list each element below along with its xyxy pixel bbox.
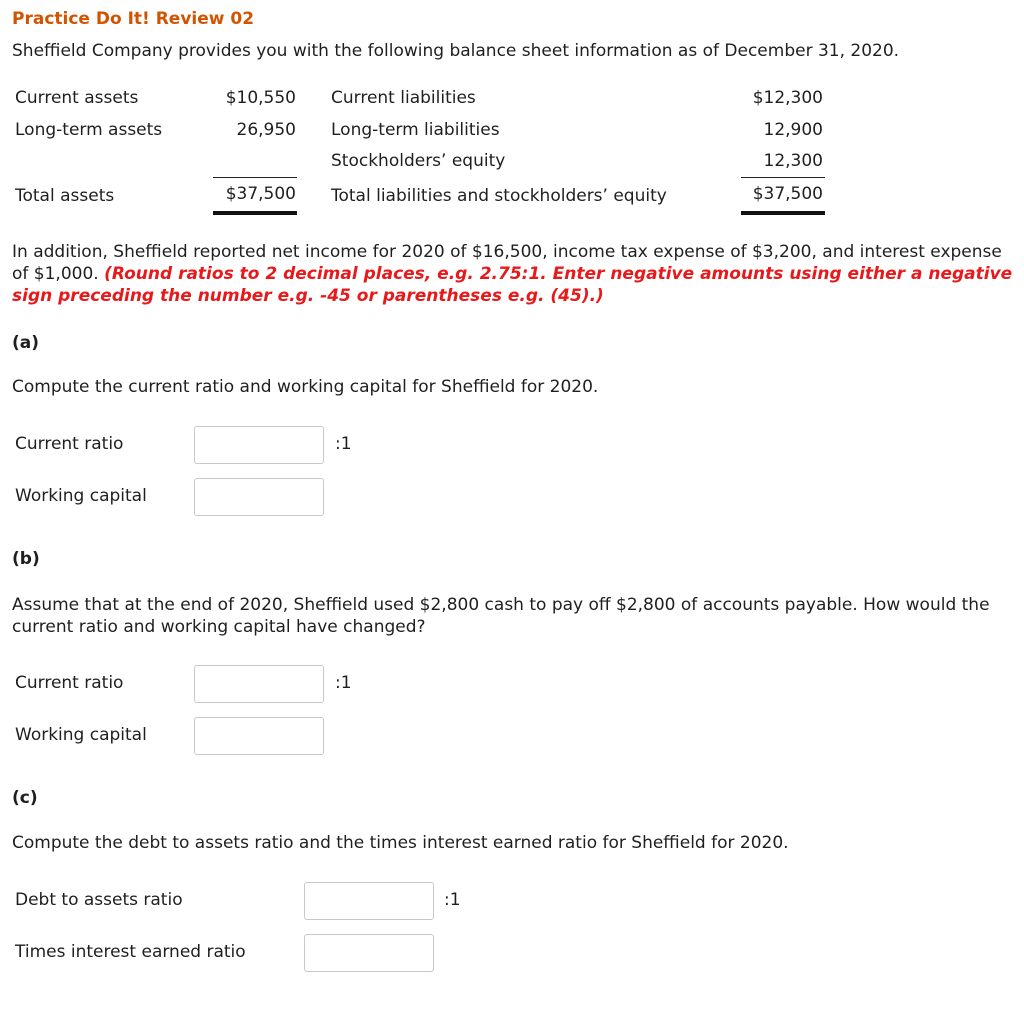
total-liabilities-value: $37,500: [752, 184, 823, 204]
long-term-liabilities-value: 12,900: [763, 120, 823, 140]
part-b-current-ratio-input[interactable]: [194, 665, 324, 703]
assets-subtotal-rule: [213, 177, 297, 178]
current-assets-label: Current assets: [15, 88, 139, 108]
part-c-debt-to-assets-input[interactable]: [304, 882, 434, 920]
part-a-ratio-suffix: :1: [335, 434, 352, 454]
part-b-ratio-suffix: :1: [335, 673, 352, 693]
total-assets-value: $37,500: [225, 184, 296, 204]
part-c-times-interest-label: Times interest earned ratio: [15, 942, 246, 962]
rounding-instruction: (Round ratios to 2 decimal places, e.g. 2.75:1. Enter negative amounts using either a negative sign preceding the number e.g. -45 or parentheses e.g. (45).): [12, 264, 1013, 306]
part-a-current-ratio-input[interactable]: [194, 426, 324, 464]
current-liabilities-value: $12,300: [752, 88, 823, 108]
part-b-working-capital-input[interactable]: [194, 717, 324, 755]
part-a-working-capital-input[interactable]: [194, 478, 324, 516]
long-term-assets-label: Long-term assets: [15, 120, 163, 140]
part-a-working-capital-label: Working capital: [15, 486, 147, 506]
part-c-times-interest-input[interactable]: [304, 934, 434, 972]
part-c-debt-to-assets-label: Debt to assets ratio: [15, 890, 183, 910]
part-b-working-capital-label: Working capital: [15, 725, 147, 745]
stockholders-equity-value: 12,300: [763, 151, 823, 171]
liabilities-subtotal-rule: [741, 177, 825, 178]
part-a-current-ratio-label: Current ratio: [15, 434, 124, 454]
long-term-liabilities-label: Long-term liabilities: [331, 120, 500, 140]
total-assets-label: Total assets: [15, 186, 115, 206]
total-liabilities-label: Total liabilities and stockholders’ equity: [331, 186, 667, 206]
part-c-heading: (c): [12, 788, 38, 808]
part-a-question: Compute the current ratio and working capital for Sheffield for 2020.: [12, 377, 599, 397]
current-liabilities-label: Current liabilities: [331, 88, 476, 108]
part-b-heading: (b): [12, 549, 40, 569]
liabilities-total-rule: [741, 211, 825, 215]
intro-text: Sheffield Company provides you with the following balance sheet information as of December 31, 2020.: [12, 41, 900, 61]
part-c-question: Compute the debt to assets ratio and the times interest earned ratio for Sheffield for 2020.: [12, 833, 789, 853]
additional-info: [12, 241, 1017, 307]
long-term-assets-value: 26,950: [236, 120, 296, 140]
page-title: Practice Do It! Review 02: [12, 9, 255, 29]
part-c-ratio-suffix: :1: [444, 890, 461, 910]
part-a-heading: (a): [12, 333, 40, 353]
stockholders-equity-label: Stockholders’ equity: [331, 151, 506, 171]
part-b-current-ratio-label: Current ratio: [15, 673, 124, 693]
assets-total-rule: [213, 211, 297, 215]
additional-info-text: In addition, Sheffield reported net income for 2020 of $16,500, income tax expense of $3,200, and interest expense of $1,000.: [12, 242, 1002, 284]
part-b-question: Assume that at the end of 2020, Sheffield used $2,800 cash to pay off $2,800 of accounts payable. How would the current ratio and working capital have changed?: [12, 595, 990, 637]
current-assets-value: $10,550: [225, 88, 296, 108]
